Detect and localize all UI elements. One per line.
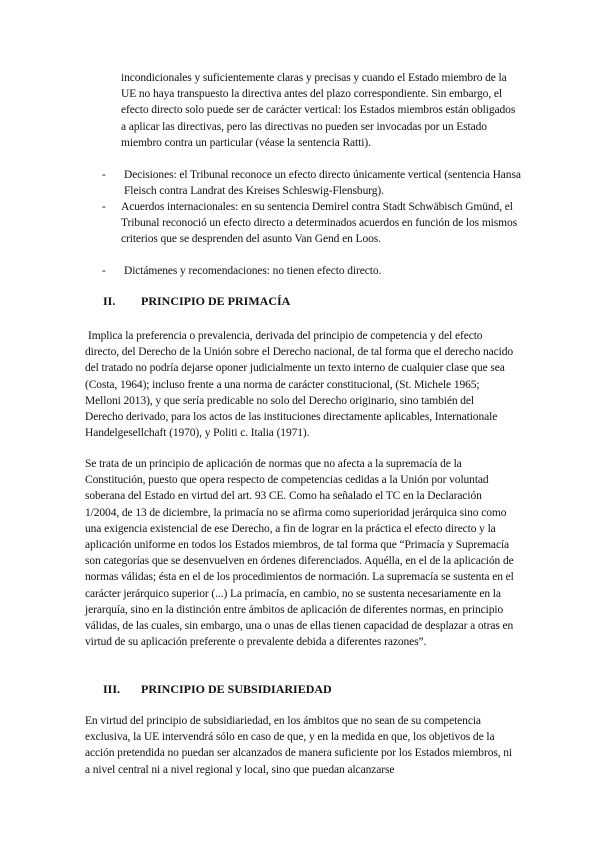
list-item-dictamenes	[102, 263, 522, 279]
section-heading-subsidiariedad	[103, 682, 332, 697]
section-number: III.	[103, 682, 121, 696]
paragraph: Implica la preferencia o prevalencia, derivada del principio de competencia y del efecto directo, del Derecho de la Unión sobre el Derecho nacional, de tal forma que el derecho nacido del tratado no podría dejarse oponer judicialmente un texto interno de cualquier clase que sea (Costa, 1964); incluso frente a una norma de carácter constitucional, (St. Michele 1965; Melloni 2013), y que sería predicable no solo del Derecho originario, sino también del Derecho derivado, para los actos de las instituciones directamente aplicables, Internationale Handelgesellchaft (1970), y Politi c. Italia (1971).	[85, 330, 514, 440]
section-title: PRINCIPIO DE SUBSIDIARIEDAD	[141, 682, 332, 696]
section-heading-primacia	[103, 294, 290, 309]
list-item-text: Dictámenes y recomendaciones: no tienen efecto directo.	[124, 265, 382, 277]
list-dash: -	[102, 169, 106, 181]
list-item-text: Acuerdos internacionales: en su sentencia Demirel contra Stadt Schwäbisch Gmünd, el Tribunal reconoció un efecto directo a determinados acuerdos en función de los mismos criterios que se desprenden del asunto Van Gend en Loos.	[121, 201, 518, 246]
section-number: II.	[103, 294, 116, 308]
list-dash: -	[102, 201, 106, 213]
section-title: PRINCIPIO DE PRIMACÍA	[141, 294, 291, 308]
list-item-text: Decisiones: el Tribunal reconoce un efecto directo únicamente vertical (sentencia Hansa Fleisch contra Landrat des Kreises Schleswig-Flensburg).	[124, 169, 521, 198]
list-item-decisiones	[102, 167, 522, 199]
paragraph: En virtud del principio de subsidiariedad, en los ámbitos que no sean de su competencia exclusiva, la UE intervendrá sólo en caso de que, y en la medida en que, los objetivos de la acción pretendida no puedan ser alcanzados de manera suficiente por los Estados miembros, ni a nivel central ni a nivel regional y local, sino que puedan alcanzarse	[85, 715, 513, 776]
continuation-paragraph: incondicionales y suficientemente claras y precisas y cuando el Estado miembro de la UE no haya transpuesto la directiva antes del plazo correspondiente. Sin embargo, el efecto directo solo puede ser de carácter vertical: los Estados miembros están obligados a aplicar las directivas, pero las directivas no pueden ser invocadas por un Estado miembro contra un particular (véase la sentencia Ratti).	[121, 72, 516, 149]
paragraph: Se trata de un principio de aplicación de normas que no afecta a la supremacía de la Constitución, puesto que opera respecto de competencias cedidas a la Unión por voluntad soberana del Estado en virtud del art. 93 CE. Como ha señalado el TC en la Declaración 1/2004, de 13 de diciembre, la primacía no se afirma como superioridad jerárquica sino como una exigencia existencial de ese Derecho, a fin de lograr en la práctica el efecto directo y la aplicación uniforme en todos los Estados miembros, de tal forma que “Primacía y Supremacía son categorías que se desenvuelven en órdenes diferenciados. Aquélla, en el de la aplicación de normas válidas; ésta en el de los procedimientos de normación. La supremacía se sustenta en el carácter jerárquico superior (...) La primacía, en cambio, no se sustenta necesariamente en la jerarquía, sino en la distinción entre ámbitos de aplicación de diferentes normas, en principio válidas, de las cuales, sin embargo, una o unas de ellas tienen capacidad de desplazar a otras en virtud de su aplicación preferente o prevalente debida a diferentes razones”.	[85, 458, 514, 649]
list-item-acuerdos	[102, 199, 522, 248]
list-dash: -	[102, 265, 106, 277]
